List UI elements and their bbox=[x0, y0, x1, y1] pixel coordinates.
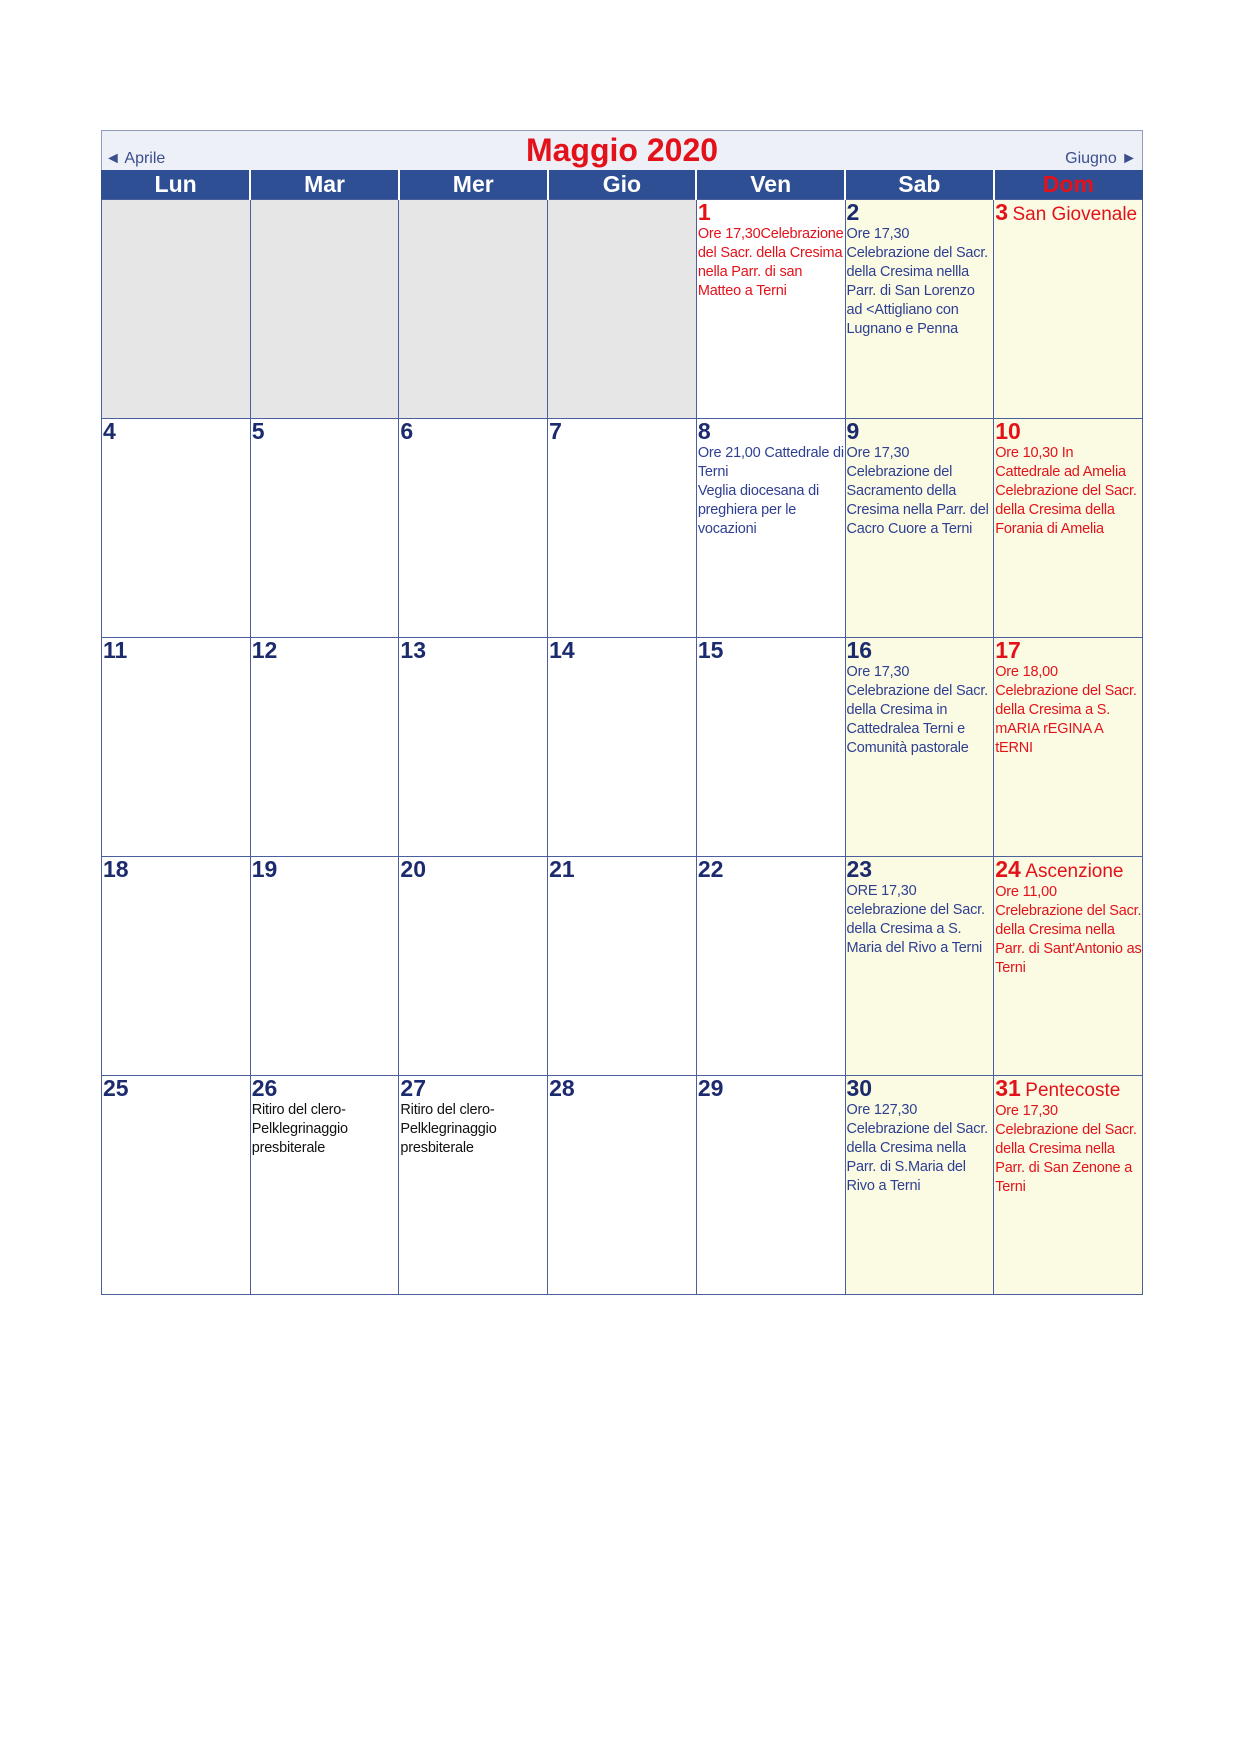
day-header bbox=[400, 638, 547, 663]
event-text: Ritiro del clero-Pelklegrinaggio presbiterale bbox=[400, 1102, 497, 1156]
holiday-name: Pentecoste bbox=[1025, 1080, 1121, 1101]
day-number: 24 bbox=[995, 856, 1021, 882]
weekday-header-row bbox=[102, 170, 1143, 200]
day-header bbox=[103, 1076, 250, 1101]
day-number: 18 bbox=[103, 856, 129, 882]
day-cell[interactable] bbox=[102, 638, 251, 857]
day-header bbox=[698, 1076, 845, 1101]
event-text: Ore 17,30 Celebrazione del Sacr. della Cresima in Cattedralea Terni e Comunità pastorale bbox=[846, 664, 989, 756]
week-row bbox=[102, 638, 1143, 857]
day-cell[interactable] bbox=[102, 1076, 251, 1295]
event-text: Ore 11,00 Crelebrazione del Sacr. della Cresima nella Parr. di Sant'Antonio as Terni bbox=[995, 884, 1142, 976]
day-header bbox=[103, 857, 250, 882]
day-cell[interactable] bbox=[548, 419, 697, 638]
day-number: 30 bbox=[846, 1075, 873, 1101]
day-number: 2 bbox=[846, 199, 860, 225]
day-cell[interactable] bbox=[696, 857, 845, 1076]
day-header bbox=[549, 638, 696, 663]
day-cell[interactable] bbox=[102, 857, 251, 1076]
day-header bbox=[252, 1076, 399, 1101]
day-number: 26 bbox=[251, 1075, 278, 1101]
day-number: 15 bbox=[697, 637, 724, 663]
day-header bbox=[847, 200, 994, 225]
day-header bbox=[698, 200, 845, 225]
day-cell[interactable] bbox=[845, 200, 994, 419]
empty-day-cell bbox=[250, 200, 399, 419]
day-cell[interactable] bbox=[696, 200, 845, 419]
day-number: 5 bbox=[251, 418, 265, 444]
day-number: 1 bbox=[697, 199, 711, 225]
day-header bbox=[400, 1076, 547, 1101]
day-cell[interactable] bbox=[845, 419, 994, 638]
day-header bbox=[995, 857, 1142, 883]
day-header bbox=[252, 857, 399, 882]
day-cell[interactable] bbox=[250, 638, 399, 857]
day-cell[interactable] bbox=[250, 857, 399, 1076]
day-number: 23 bbox=[846, 856, 873, 882]
day-number: 4 bbox=[103, 418, 116, 444]
day-number: 31 bbox=[995, 1075, 1021, 1101]
weekday-header-fri: Ven bbox=[696, 170, 845, 200]
day-number: 3 bbox=[995, 199, 1009, 225]
day-number: 14 bbox=[549, 637, 575, 663]
day-number: 25 bbox=[103, 1075, 129, 1101]
day-number: 27 bbox=[400, 1075, 426, 1101]
event-text: Ore 18,00 Celebrazione del Sacr. della Cresima a S. mARIA rEGINA A tERNI bbox=[995, 664, 1137, 756]
day-number: 11 bbox=[103, 637, 128, 663]
day-header bbox=[995, 419, 1142, 444]
day-number: 28 bbox=[549, 1075, 575, 1101]
day-number: 6 bbox=[400, 418, 414, 444]
day-header bbox=[103, 419, 250, 444]
event-text: Ore 17,30Celebrazione del Sacr. della Cresima nella Parr. di san Matteo a Terni bbox=[697, 226, 844, 299]
day-cell[interactable] bbox=[250, 419, 399, 638]
day-number: 16 bbox=[846, 637, 873, 663]
day-number: 20 bbox=[400, 856, 426, 882]
event-text: ORE 17,30 celebrazione del Sacr. della Cresima a S. Maria del Rivo a Terni bbox=[846, 883, 985, 956]
day-header bbox=[847, 638, 994, 663]
day-header bbox=[400, 419, 547, 444]
day-number: 9 bbox=[846, 418, 860, 444]
day-number: 12 bbox=[251, 637, 278, 663]
day-number: 22 bbox=[697, 856, 724, 882]
event-text: Ore 21,00 Cattedrale di Terni Veglia diocesana di preghiera per le vocazioni bbox=[697, 445, 844, 537]
week-row bbox=[102, 857, 1143, 1076]
day-header bbox=[995, 200, 1142, 226]
empty-day-cell bbox=[102, 200, 251, 419]
day-cell[interactable] bbox=[845, 638, 994, 857]
day-header bbox=[400, 857, 547, 882]
weekday-header-sat: Sab bbox=[845, 170, 994, 200]
empty-day-cell bbox=[399, 200, 548, 419]
day-cell[interactable] bbox=[994, 419, 1143, 638]
event-text: Ore 17,30 Celebrazione del Sacramento della Cresima nella Parr. del Cacro Cuore a Terni bbox=[846, 445, 989, 537]
event-text: Ore 127,30 Celebrazione del Sacr. della Cresima nella Parr. di S.Maria del Rivo a Terni bbox=[846, 1102, 989, 1194]
week-row bbox=[102, 419, 1143, 638]
day-cell[interactable] bbox=[399, 1076, 548, 1295]
weekday-header-wed: Mer bbox=[399, 170, 548, 200]
weekday-header-tue: Mar bbox=[250, 170, 399, 200]
day-header bbox=[549, 419, 696, 444]
calendar bbox=[101, 130, 1143, 1295]
month-title: Maggio 2020 bbox=[525, 132, 719, 168]
day-cell[interactable] bbox=[548, 638, 697, 857]
day-cell[interactable] bbox=[548, 1076, 697, 1295]
holiday-name: Ascenzione bbox=[1025, 861, 1124, 882]
day-cell[interactable] bbox=[399, 638, 548, 857]
day-cell[interactable] bbox=[102, 419, 251, 638]
day-header bbox=[698, 638, 845, 663]
day-header bbox=[103, 638, 250, 663]
day-cell[interactable] bbox=[994, 200, 1143, 419]
day-cell[interactable] bbox=[994, 638, 1143, 857]
day-number: 19 bbox=[251, 856, 278, 882]
day-header bbox=[995, 1076, 1142, 1102]
week-row bbox=[102, 200, 1143, 419]
day-cell[interactable] bbox=[399, 419, 548, 638]
day-number: 10 bbox=[995, 418, 1021, 444]
day-header bbox=[549, 1076, 696, 1101]
day-header bbox=[847, 419, 994, 444]
day-cell[interactable] bbox=[994, 857, 1143, 1076]
day-number: 29 bbox=[697, 1075, 724, 1101]
day-header bbox=[698, 419, 845, 444]
day-header bbox=[847, 1076, 994, 1101]
event-text: Ore 17,30 Celebrazione del Sacr. della Cresima nella Parr. di San Zenone a Terni bbox=[995, 1103, 1137, 1195]
event-text: Ore 17,30 Celebrazione del Sacr. della Cresima nellla Parr. di San Lorenzo ad <Attigliano con Lugnano e Penna bbox=[846, 226, 989, 337]
day-number: 8 bbox=[697, 418, 711, 444]
event-text: Ore 10,30 In Cattedrale ad Amelia Celebrazione del Sacr. della Cresima della Forania di Amelia bbox=[995, 445, 1137, 537]
prev-month-link[interactable]: ◄ Aprile bbox=[105, 150, 166, 167]
day-header bbox=[549, 857, 696, 882]
day-header bbox=[698, 857, 845, 882]
day-header bbox=[252, 638, 399, 663]
day-header bbox=[252, 419, 399, 444]
day-number: 7 bbox=[549, 418, 562, 444]
day-cell[interactable] bbox=[250, 1076, 399, 1295]
day-header bbox=[995, 638, 1142, 663]
day-cell[interactable] bbox=[696, 638, 845, 857]
day-cell[interactable] bbox=[696, 419, 845, 638]
day-cell[interactable] bbox=[548, 857, 697, 1076]
day-header bbox=[847, 857, 994, 882]
day-cell[interactable] bbox=[845, 1076, 994, 1295]
next-month-link[interactable]: Giugno ► bbox=[1065, 150, 1137, 167]
weekday-header-sun: Dom bbox=[994, 170, 1143, 200]
calendar-grid bbox=[101, 170, 1143, 1295]
empty-day-cell bbox=[548, 200, 697, 419]
day-number: 17 bbox=[995, 637, 1021, 663]
day-number: 13 bbox=[400, 637, 426, 663]
day-cell[interactable] bbox=[399, 857, 548, 1076]
event-text: Ritiro del clero-Pelklegrinaggio presbiterale bbox=[251, 1102, 348, 1156]
day-cell[interactable] bbox=[994, 1076, 1143, 1295]
day-cell[interactable] bbox=[696, 1076, 845, 1295]
weekday-header-thu: Gio bbox=[548, 170, 697, 200]
calendar-title-bar bbox=[101, 130, 1143, 170]
holiday-name: San Giovenale bbox=[1012, 204, 1138, 225]
day-number: 21 bbox=[549, 856, 575, 882]
week-row bbox=[102, 1076, 1143, 1295]
weekday-header-mon: Lun bbox=[102, 170, 251, 200]
day-cell[interactable] bbox=[845, 857, 994, 1076]
